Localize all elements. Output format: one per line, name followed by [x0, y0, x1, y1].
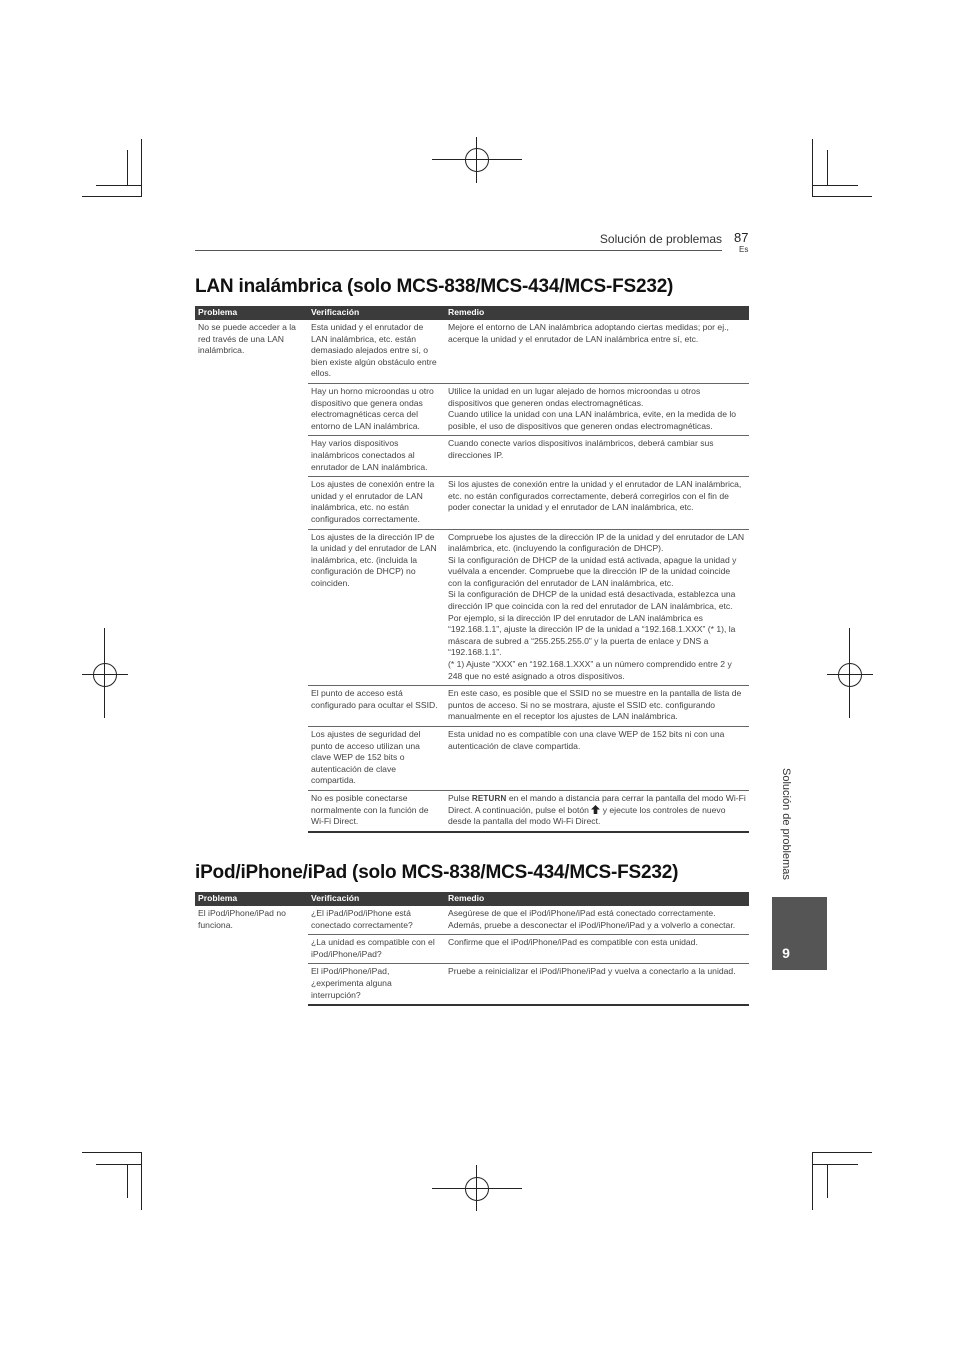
remedy-cell: Compruebe los ajustes de la dirección IP de la unidad y del enrutador de LAN inalámbrica, etc. (incluyendo la configuración de DHCP). Si la configuración de DHCP de la unidad está activada, apague la unidad y vuélvala a encender. Compruebe que la dirección IP de la unidad coincide con la configuración del enrutador de LAN inalámbrica, etc. Si la configuración de DHCP de la unidad está desactivada, establezca una dirección IP que coincida con la red del enrutador de LAN inalámbrica, etc. Por ejemplo, si la dirección IP del enrutador de LAN inalámbrica es “192.168.1.1”, ajuste la dirección IP de la unidad a “192.168.1.XXX” (* 1), la máscara de subred a “255.255.255.0” y la puerta de enlace y DNS a “192.168.1.1”. (* 1) Ajuste “XXX” en “192.168.1.XXX” a un número comprendido entre 2 y 248 que no esté asignado a otros dispositivos. — [445, 529, 749, 686]
check-cell: Los ajustes de seguridad del punto de acceso utilizan una clave WEP de 152 bits o autenticación de clave compartida. — [308, 727, 445, 791]
col-header-check: Verificación — [308, 306, 445, 320]
check-cell: Hay varios dispositivos inalámbricos conectados al enrutador de LAN inalámbrica. — [308, 436, 445, 477]
remedy-text-mid: en el mando a distancia para cerrar la pantalla del modo Wi-Fi Direct. A continuación, pulse el botón — [448, 792, 746, 815]
running-header: Solución de problemas — [599, 232, 722, 246]
col-header-check: Verificación — [308, 892, 445, 906]
check-cell: ¿El iPad/iPod/iPhone está conectado correctamente? — [311, 908, 413, 930]
remedy-cell: Asegúrese de que el iPod/iPhone/iPad está conectado correctamente. Además, pruebe a desconectar el iPod/iPhone/iPad y a volverlo a conectar. — [448, 908, 736, 930]
section-title-wireless-lan: LAN inalámbrica (solo MCS-838/MCS-434/MCS-FS232) — [195, 276, 674, 297]
problem-cell: El iPod/iPhone/iPad no funciona. — [198, 908, 286, 930]
remedy-cell: En este caso, es posible que el SSID no se muestre en la pantalla de lista de puntos de acceso. Si no se mostrara, ajuste el SSID etc. configurando manualmente en el receptor los ajustes de LAN inalámbrica. — [445, 686, 749, 727]
check-cell: Los ajustes de conexión entre la unidad y el enrutador de LAN inalámbrica, etc. no están configurados correctamente. — [308, 477, 445, 529]
col-header-problem: Problema — [195, 892, 308, 906]
table-header — [195, 306, 749, 320]
table-row — [195, 906, 749, 935]
language-code: Es — [739, 245, 749, 254]
col-header-problem: Problema — [195, 306, 308, 320]
up-arrow-icon — [591, 805, 600, 814]
remedy-cell — [445, 790, 749, 831]
check-cell: Hay un horno microondas u otro dispositivo que genera ondas electromagnéticas cerca del entorno de LAN inalámbrica. — [308, 383, 445, 435]
col-header-remedy: Remedio — [445, 306, 749, 320]
remedy-cell: Utilice la unidad en un lugar alejado de hornos microondas u otros dispositivos que generen ondas electromagnéticas. Cuando utilice la unidad con una LAN inalámbrica, evite, en la medida de lo posible, el uso de dispositivos que generen ondas electromagnéticas. — [445, 383, 749, 435]
return-key-label: RETURN — [471, 793, 507, 803]
remedy-cell: Si los ajustes de conexión entre la unidad y el enrutador de LAN inalámbrica, etc. no están configurados correctamente, deberá corregirlos con el fin de poder conectar la unidad y el enrutador de LAN inalámbrica, etc. — [445, 477, 749, 529]
remedy-text-pre: Pulse — [448, 792, 470, 803]
side-tab-label: Solución de problemas — [780, 768, 792, 880]
table-row — [195, 320, 749, 383]
page-number: 87 — [734, 230, 749, 245]
ipod-table — [195, 892, 749, 1006]
wireless-lan-table — [195, 306, 749, 833]
remedy-cell: Cuando conecte varios dispositivos inalámbricos, deberá cambiar sus direcciones IP. — [445, 436, 749, 477]
remedy-text-post: y ejecute los controles de nuevo desde la pantalla del modo Wi-Fi Direct. — [448, 804, 726, 827]
check-cell: ¿La unidad es compatible con el iPod/iPhone/iPad? — [308, 935, 445, 964]
check-cell: Los ajustes de la dirección IP de la unidad y del enrutador de LAN inalámbrica, etc. (incluida la configuración de DHCP) no coinciden. — [308, 529, 445, 686]
header-rule — [195, 250, 722, 251]
problem-cell: No se puede acceder a la red través de una LAN inalámbrica. — [198, 322, 296, 356]
remedy-cell: Confirme que el iPod/iPhone/iPad es compatible con esta unidad. — [445, 935, 749, 964]
table-header — [195, 892, 749, 906]
col-header-remedy: Remedio — [445, 892, 749, 906]
section-title-ipod: iPod/iPhone/iPad (solo MCS-838/MCS-434/MCS-FS232) — [195, 862, 679, 883]
check-cell: No es posible conectarse normalmente con la función de Wi-Fi Direct. — [308, 790, 445, 831]
chapter-number: 9 — [782, 945, 790, 961]
check-cell: Esta unidad y el enrutador de LAN inalámbrica, etc. están demasiado alejados entre sí, o bien existe algún obstáculo entre ellos. — [311, 322, 437, 379]
remedy-cell: Esta unidad no es compatible con una clave WEP de 152 bits ni con una autenticación de clave compartida. — [445, 727, 749, 791]
check-cell: El punto de acceso está configurado para ocultar el SSID. — [308, 686, 445, 727]
remedy-cell: Pruebe a reinicializar el iPod/iPhone/iPad y vuelva a conectarlo a la unidad. — [445, 964, 749, 1005]
check-cell: El iPod/iPhone/iPad, ¿experimenta alguna interrupción? — [308, 964, 445, 1005]
remedy-cell: Mejore el entorno de LAN inalámbrica adoptando ciertas medidas; por ej., acerque la unidad y el enrutador de LAN inalámbrica entre sí, etc. — [448, 322, 729, 344]
